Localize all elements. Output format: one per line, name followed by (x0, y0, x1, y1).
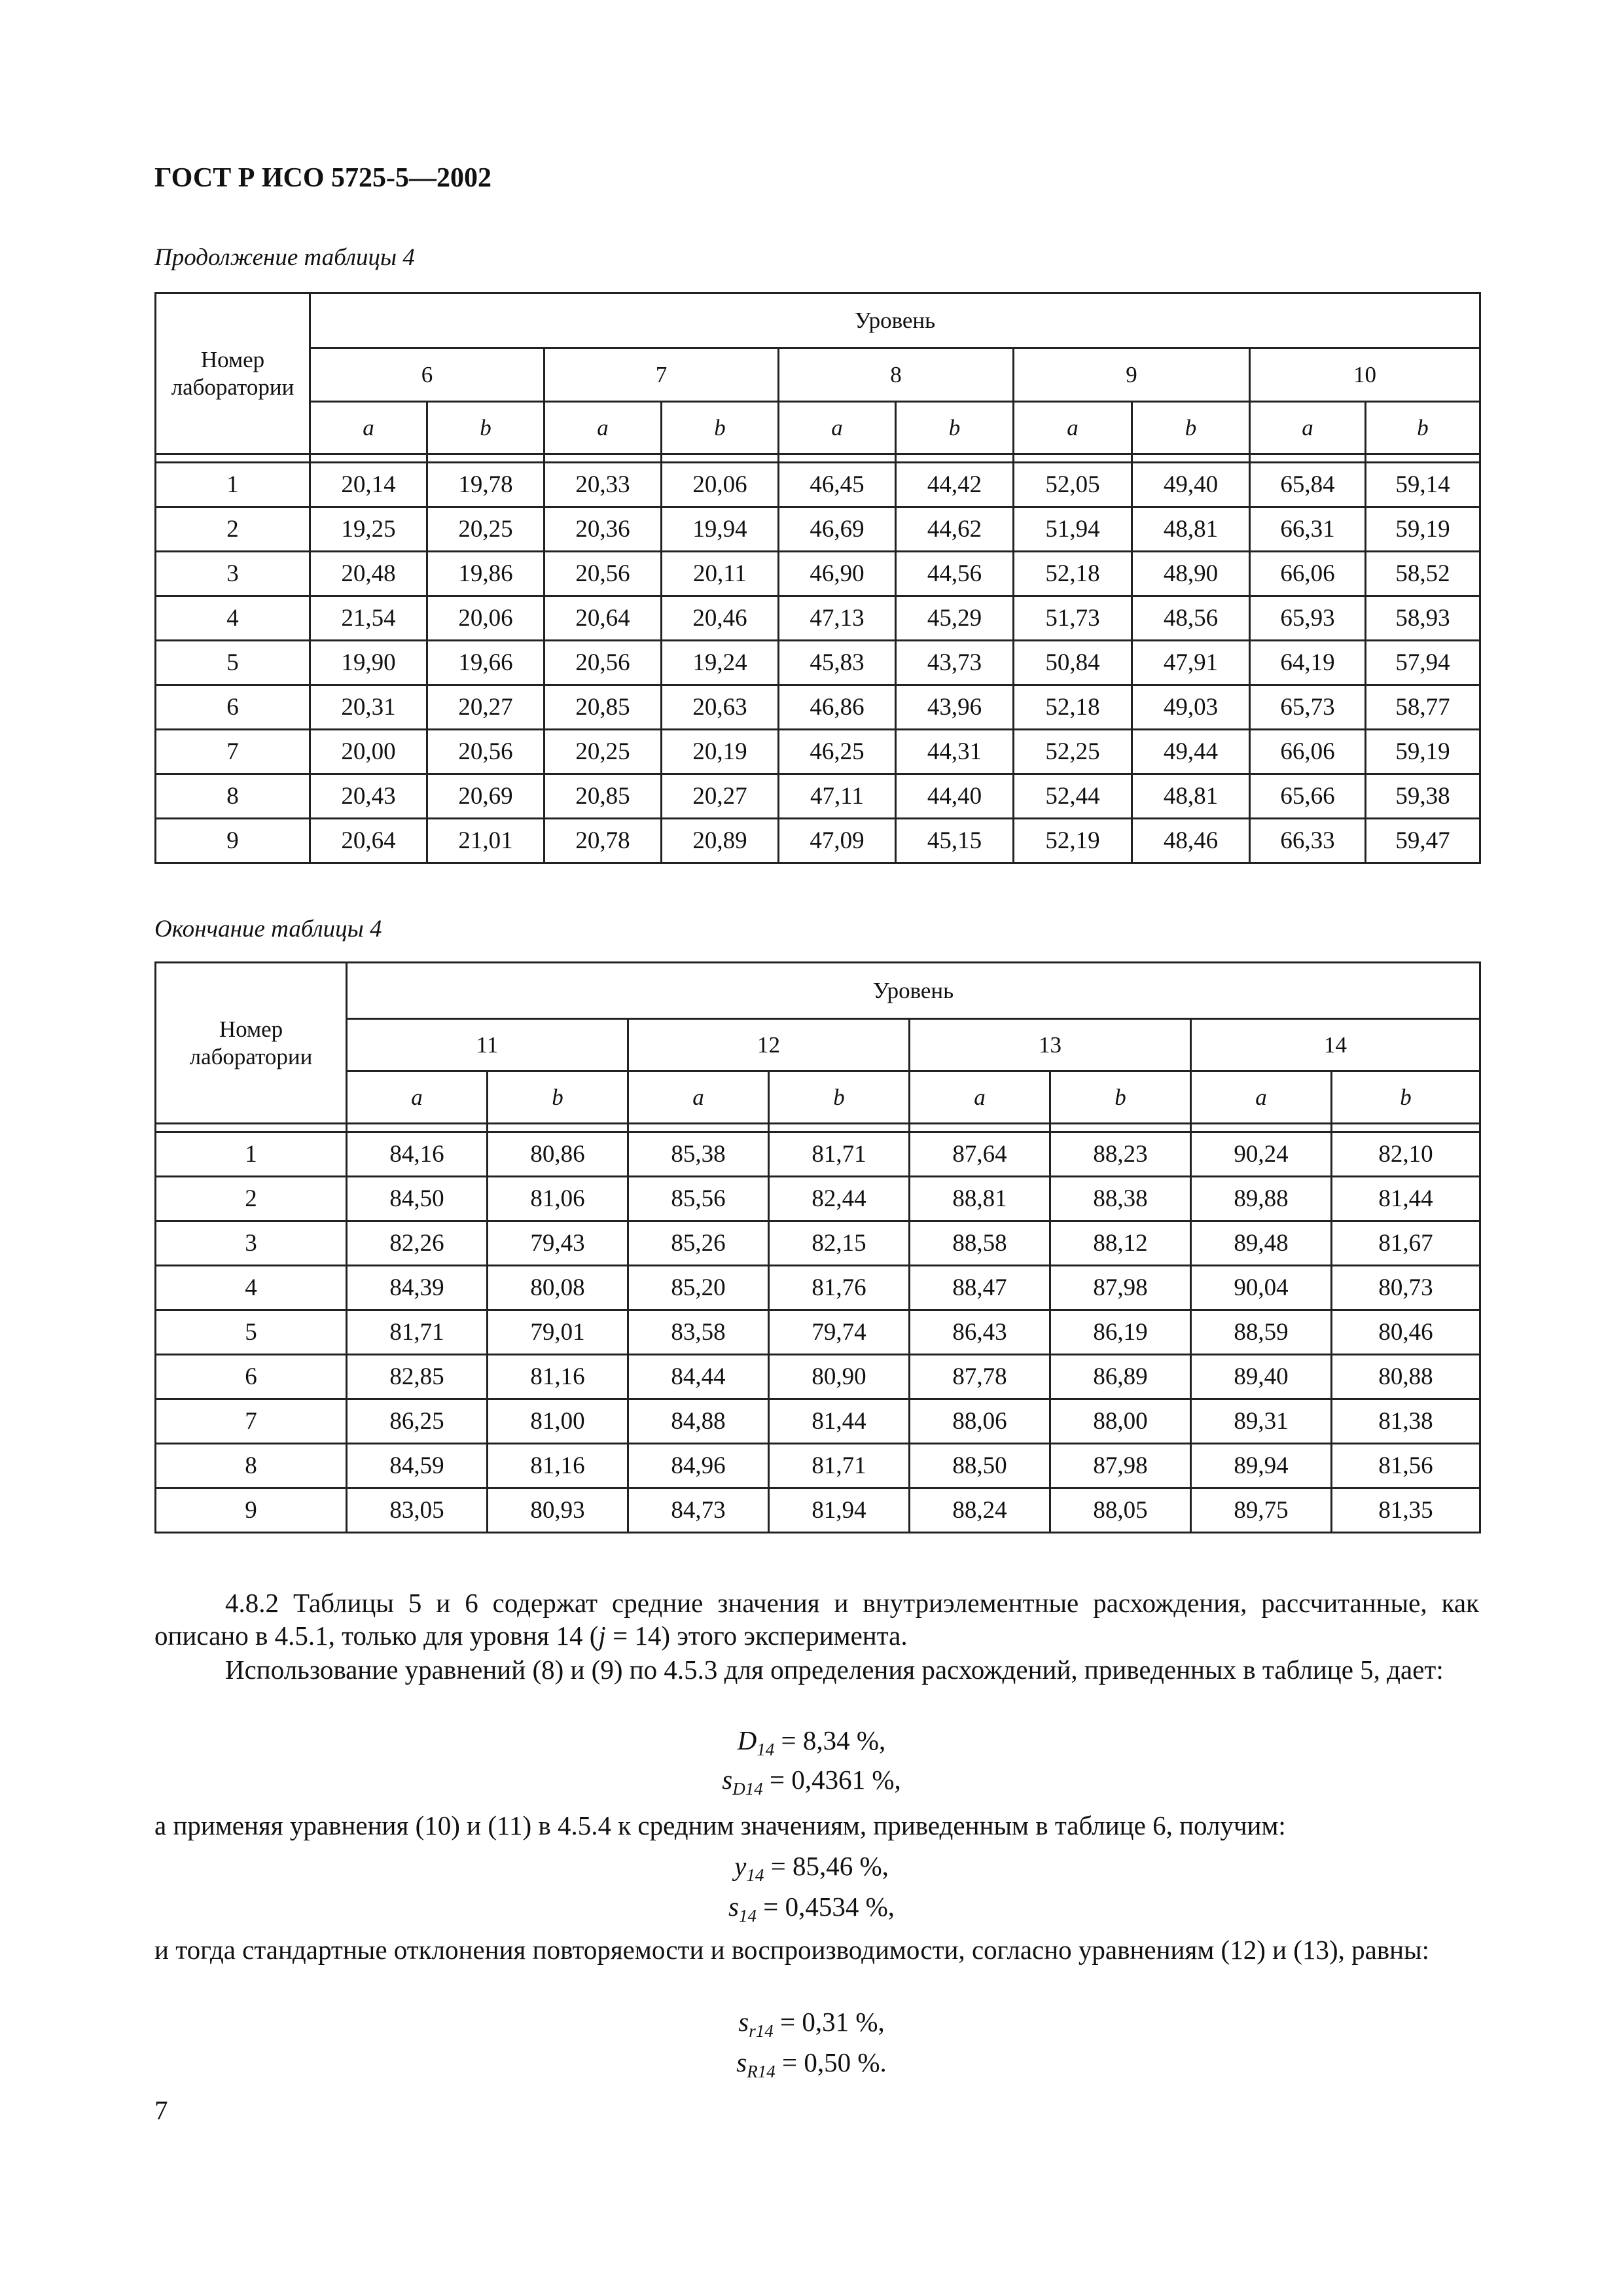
value-cell: 81,71 (769, 1444, 910, 1488)
value-cell: 52,25 (1014, 730, 1132, 774)
value-cell: 50,84 (1014, 641, 1132, 685)
value-cell: 20,56 (427, 730, 544, 774)
value-cell: 88,58 (910, 1221, 1050, 1266)
value-cell: 20,31 (310, 685, 427, 730)
value-cell: 58,93 (1366, 596, 1480, 641)
value-cell: 85,56 (628, 1177, 769, 1221)
formula-subscript: 14 (757, 1740, 775, 1759)
formula-subscript: D14 (732, 1779, 763, 1799)
value-cell: 20,85 (544, 774, 662, 819)
table-row (156, 685, 1480, 730)
value-cell: 81,44 (769, 1399, 910, 1444)
value-cell: 86,89 (1050, 1355, 1191, 1399)
value-cell: 81,71 (769, 1132, 910, 1177)
value-cell: 66,06 (1250, 552, 1366, 596)
value-cell: 66,33 (1250, 819, 1366, 863)
col-a-header: a (628, 1071, 769, 1124)
value-cell: 20,25 (544, 730, 662, 774)
value-cell: 20,48 (310, 552, 427, 596)
value-cell: 59,38 (1366, 774, 1480, 819)
value-cell: 79,74 (769, 1310, 910, 1355)
value-cell: 81,16 (488, 1355, 628, 1399)
table2 (154, 961, 1481, 1534)
value-cell: 80,73 (1332, 1266, 1480, 1310)
p1-text-b: = 14) этого эксперимента. (605, 1621, 908, 1651)
value-cell: 80,88 (1332, 1355, 1480, 1399)
col-b-header: b (896, 402, 1014, 454)
value-cell: 20,64 (310, 819, 427, 863)
value-cell: 81,06 (488, 1177, 628, 1221)
lab-number-cell: 6 (156, 685, 310, 730)
table-row (156, 1444, 1480, 1488)
value-cell: 59,47 (1366, 819, 1480, 863)
formula-value: = 0,31 %, (773, 2007, 885, 2037)
value-cell: 85,20 (628, 1266, 769, 1310)
value-cell: 84,59 (347, 1444, 488, 1488)
value-cell: 87,98 (1050, 1444, 1191, 1488)
value-cell: 20,06 (427, 596, 544, 641)
value-cell: 58,77 (1366, 685, 1480, 730)
value-cell: 84,96 (628, 1444, 769, 1488)
value-cell: 52,44 (1014, 774, 1132, 819)
value-cell: 20,69 (427, 774, 544, 819)
col-b-header: b (1050, 1071, 1191, 1124)
value-cell: 58,52 (1366, 552, 1480, 596)
lab-number-cell: 8 (156, 1444, 347, 1488)
table-row (156, 552, 1480, 596)
lab-number-cell: 7 (156, 730, 310, 774)
table-row (156, 819, 1480, 863)
value-cell: 90,04 (1191, 1266, 1332, 1310)
value-cell: 20,27 (427, 685, 544, 730)
value-cell: 83,05 (347, 1488, 488, 1533)
formula-subscript: r14 (749, 2021, 774, 2041)
formula-sr14 (0, 2005, 1623, 2047)
value-cell: 51,94 (1014, 507, 1132, 552)
lab-number-cell: 4 (156, 596, 310, 641)
lab-number-cell: 5 (156, 1310, 347, 1355)
value-cell: 82,85 (347, 1355, 488, 1399)
value-cell: 89,88 (1191, 1177, 1332, 1221)
level-7-header: 7 (544, 348, 779, 402)
value-cell: 52,18 (1014, 552, 1132, 596)
col-a-header: a (310, 402, 427, 454)
value-cell: 84,88 (628, 1399, 769, 1444)
value-cell: 66,31 (1250, 507, 1366, 552)
value-cell: 20,19 (662, 730, 779, 774)
table-row (156, 1488, 1480, 1533)
value-cell: 85,26 (628, 1221, 769, 1266)
value-cell: 44,42 (896, 463, 1014, 507)
value-cell: 48,56 (1132, 596, 1250, 641)
lab-number-header: Номер лаборатории (156, 293, 310, 454)
value-cell: 20,89 (662, 819, 779, 863)
value-cell: 19,94 (662, 507, 779, 552)
value-cell: 84,50 (347, 1177, 488, 1221)
value-cell: 46,86 (779, 685, 896, 730)
lab-number-cell: 9 (156, 1488, 347, 1533)
table1-body (156, 463, 1480, 863)
table2-caption: Окончание таблицы 4 (154, 916, 382, 942)
value-cell: 88,38 (1050, 1177, 1191, 1221)
value-cell: 65,73 (1250, 685, 1366, 730)
value-cell: 66,06 (1250, 730, 1366, 774)
value-cell: 21,01 (427, 819, 544, 863)
formula-value: = 0,50 %. (775, 2047, 887, 2077)
value-cell: 84,16 (347, 1132, 488, 1177)
value-cell: 81,16 (488, 1444, 628, 1488)
formula-subscript: 14 (746, 1865, 764, 1885)
value-cell: 65,66 (1250, 774, 1366, 819)
col-b-header: b (1132, 402, 1250, 454)
lab-number-cell: 6 (156, 1355, 347, 1399)
value-cell: 80,90 (769, 1355, 910, 1399)
table1 (154, 292, 1481, 864)
formula-symbol: D (737, 1725, 757, 1755)
col-b-header: b (1366, 402, 1480, 454)
value-cell: 59,19 (1366, 507, 1480, 552)
value-cell: 46,90 (779, 552, 896, 596)
formula-value: = 8,34 %, (774, 1725, 886, 1755)
value-cell: 48,81 (1132, 507, 1250, 552)
value-cell: 19,25 (310, 507, 427, 552)
value-cell: 80,46 (1332, 1310, 1480, 1355)
col-a-header: a (347, 1071, 488, 1124)
value-cell: 82,44 (769, 1177, 910, 1221)
value-cell: 57,94 (1366, 641, 1480, 685)
table-row (156, 507, 1480, 552)
value-cell: 20,27 (662, 774, 779, 819)
lab-number-cell: 4 (156, 1266, 347, 1310)
table2-body (156, 1132, 1480, 1533)
value-cell: 20,85 (544, 685, 662, 730)
value-cell: 64,19 (1250, 641, 1366, 685)
formula-value: = 0,4361 %, (762, 1765, 901, 1795)
table-row (156, 1399, 1480, 1444)
value-cell: 20,56 (544, 552, 662, 596)
value-cell: 20,36 (544, 507, 662, 552)
table-row (156, 1221, 1480, 1266)
value-cell: 81,44 (1332, 1177, 1480, 1221)
value-cell: 88,50 (910, 1444, 1050, 1488)
formula-sd14 (0, 1763, 1623, 1805)
p1-variable-j: j (598, 1621, 606, 1651)
value-cell: 88,24 (910, 1488, 1050, 1533)
level-12-header: 12 (628, 1019, 910, 1071)
table-row (156, 774, 1480, 819)
level-14-header: 14 (1191, 1019, 1480, 1071)
value-cell: 20,00 (310, 730, 427, 774)
paragraph-equations-8-9: Использование уравнений (8) и (9) по 4.5.3 для определения расхождений, приведенных в таблице 5, дает: (225, 1655, 1444, 1685)
value-cell: 20,78 (544, 819, 662, 863)
value-cell: 46,25 (779, 730, 896, 774)
value-cell: 45,83 (779, 641, 896, 685)
value-cell: 89,48 (1191, 1221, 1332, 1266)
value-cell: 87,98 (1050, 1266, 1191, 1310)
table-row (156, 1355, 1480, 1399)
formula-d14 (0, 1724, 1623, 1766)
value-cell: 44,62 (896, 507, 1014, 552)
value-cell: 81,35 (1332, 1488, 1480, 1533)
lab-number-cell: 8 (156, 774, 310, 819)
value-cell: 43,96 (896, 685, 1014, 730)
value-cell: 48,46 (1132, 819, 1250, 863)
value-cell: 84,73 (628, 1488, 769, 1533)
value-cell: 89,40 (1191, 1355, 1332, 1399)
lab-number-cell: 7 (156, 1399, 347, 1444)
value-cell: 47,91 (1132, 641, 1250, 685)
value-cell: 89,75 (1191, 1488, 1332, 1533)
value-cell: 51,73 (1014, 596, 1132, 641)
value-cell: 20,46 (662, 596, 779, 641)
value-cell: 82,15 (769, 1221, 910, 1266)
value-cell: 19,24 (662, 641, 779, 685)
table1-caption: Продолжение таблицы 4 (154, 244, 415, 271)
value-cell: 52,05 (1014, 463, 1132, 507)
level-header: Уровень (310, 293, 1480, 348)
value-cell: 80,86 (488, 1132, 628, 1177)
value-cell: 88,59 (1191, 1310, 1332, 1355)
page-number: 7 (154, 2095, 168, 2125)
formula-subscript: 14 (738, 1906, 757, 1926)
value-cell: 88,47 (910, 1266, 1050, 1310)
table-row (156, 641, 1480, 685)
value-cell: 44,40 (896, 774, 1014, 819)
value-cell: 45,29 (896, 596, 1014, 641)
col-b-header: b (662, 402, 779, 454)
value-cell: 47,13 (779, 596, 896, 641)
lab-number-cell: 5 (156, 641, 310, 685)
value-cell: 20,56 (544, 641, 662, 685)
value-cell: 52,18 (1014, 685, 1132, 730)
value-cell: 86,19 (1050, 1310, 1191, 1355)
lab-number-cell: 3 (156, 552, 310, 596)
col-a-header: a (1250, 402, 1366, 454)
table-row (156, 1266, 1480, 1310)
value-cell: 82,10 (1332, 1132, 1480, 1177)
col-a-header: a (779, 402, 896, 454)
col-b-header: b (1332, 1071, 1480, 1124)
table-row (156, 596, 1480, 641)
value-cell: 20,25 (427, 507, 544, 552)
value-cell: 46,69 (779, 507, 896, 552)
level-header: Уровень (347, 963, 1480, 1019)
value-cell: 87,64 (910, 1132, 1050, 1177)
value-cell: 88,00 (1050, 1399, 1191, 1444)
col-b-header: b (427, 402, 544, 454)
value-cell: 81,71 (347, 1310, 488, 1355)
formula-value: = 85,46 %, (764, 1851, 889, 1881)
value-cell: 20,14 (310, 463, 427, 507)
value-cell: 43,73 (896, 641, 1014, 685)
table-row (156, 1177, 1480, 1221)
value-cell: 49,40 (1132, 463, 1250, 507)
lab-number-cell: 2 (156, 1177, 347, 1221)
document-title: ГОСТ Р ИСО 5725-5—2002 (154, 163, 492, 193)
value-cell: 48,81 (1132, 774, 1250, 819)
value-cell: 86,43 (910, 1310, 1050, 1355)
lab-number-cell: 9 (156, 819, 310, 863)
value-cell: 88,81 (910, 1177, 1050, 1221)
value-cell: 79,43 (488, 1221, 628, 1266)
value-cell: 44,56 (896, 552, 1014, 596)
value-cell: 49,44 (1132, 730, 1250, 774)
value-cell: 20,64 (544, 596, 662, 641)
lab-number-cell: 3 (156, 1221, 347, 1266)
value-cell: 79,01 (488, 1310, 628, 1355)
formula-value: = 0,4534 %, (756, 1892, 895, 1922)
value-cell: 81,67 (1332, 1221, 1480, 1266)
col-b-header: b (488, 1071, 628, 1124)
value-cell: 84,39 (347, 1266, 488, 1310)
value-cell: 89,94 (1191, 1444, 1332, 1488)
value-cell: 81,38 (1332, 1399, 1480, 1444)
value-cell: 82,26 (347, 1221, 488, 1266)
value-cell: 88,05 (1050, 1488, 1191, 1533)
value-cell: 81,00 (488, 1399, 628, 1444)
value-cell: 84,44 (628, 1355, 769, 1399)
paragraph-4-8-2 (154, 1587, 1479, 1652)
value-cell: 86,25 (347, 1399, 488, 1444)
value-cell: 65,93 (1250, 596, 1366, 641)
level-11-header: 11 (347, 1019, 628, 1071)
value-cell: 44,31 (896, 730, 1014, 774)
value-cell: 83,58 (628, 1310, 769, 1355)
formula-s14 (0, 1890, 1623, 1932)
value-cell: 87,78 (910, 1355, 1050, 1399)
table-row (156, 463, 1480, 507)
formula-sR14 (0, 2046, 1623, 2088)
value-cell: 80,93 (488, 1488, 628, 1533)
value-cell: 65,84 (1250, 463, 1366, 507)
formula-symbol: s (722, 1765, 733, 1795)
level-10-header: 10 (1250, 348, 1480, 402)
table-row (156, 730, 1480, 774)
paragraph-equations-10-11: а применяя уравнения (10) и (11) в 4.5.4 к средним значениям, приведенным в таблице 6, получим: (154, 1810, 1286, 1840)
value-cell: 47,09 (779, 819, 896, 863)
value-cell: 85,38 (628, 1132, 769, 1177)
value-cell: 19,66 (427, 641, 544, 685)
value-cell: 90,24 (1191, 1132, 1332, 1177)
value-cell: 21,54 (310, 596, 427, 641)
value-cell: 89,31 (1191, 1399, 1332, 1444)
level-6-header: 6 (310, 348, 544, 402)
col-a-header: a (1014, 402, 1132, 454)
table-row (156, 1132, 1480, 1177)
value-cell: 20,11 (662, 552, 779, 596)
formula-symbol: s (728, 1892, 739, 1922)
value-cell: 88,23 (1050, 1132, 1191, 1177)
value-cell: 81,94 (769, 1488, 910, 1533)
value-cell: 47,11 (779, 774, 896, 819)
lab-number-header: Номер лаборатории (156, 963, 347, 1124)
value-cell: 59,19 (1366, 730, 1480, 774)
col-a-header: a (910, 1071, 1050, 1124)
p1-text-a: 4.8.2 Таблицы 5 и 6 содержат средние значения и внутриэлементные расхождения, рассчитанные, как описано в 4.5.1, только для уровня 14 ( (154, 1588, 1479, 1651)
value-cell: 20,06 (662, 463, 779, 507)
formula-symbol: s (738, 2007, 749, 2037)
level-9-header: 9 (1014, 348, 1250, 402)
lab-number-cell: 1 (156, 1132, 347, 1177)
value-cell: 81,76 (769, 1266, 910, 1310)
level-8-header: 8 (779, 348, 1014, 402)
value-cell: 20,33 (544, 463, 662, 507)
value-cell: 19,86 (427, 552, 544, 596)
value-cell: 19,90 (310, 641, 427, 685)
value-cell: 52,19 (1014, 819, 1132, 863)
value-cell: 20,63 (662, 685, 779, 730)
formula-subscript: R14 (747, 2062, 776, 2081)
value-cell: 48,90 (1132, 552, 1250, 596)
formula-symbol: y (734, 1851, 747, 1881)
formula-y14 (0, 1850, 1623, 1892)
formula-symbol: s (736, 2047, 747, 2077)
value-cell: 49,03 (1132, 685, 1250, 730)
value-cell: 88,12 (1050, 1221, 1191, 1266)
value-cell: 81,56 (1332, 1444, 1480, 1488)
lab-number-cell: 2 (156, 507, 310, 552)
value-cell: 59,14 (1366, 463, 1480, 507)
level-13-header: 13 (910, 1019, 1191, 1071)
paragraph-equations-12-13: и тогда стандартные отклонения повторяемости и воспроизводимости, согласно уравнениям (12) и (13), равны: (154, 1935, 1430, 1965)
col-a-header: a (544, 402, 662, 454)
col-a-header: a (1191, 1071, 1332, 1124)
value-cell: 46,45 (779, 463, 896, 507)
value-cell: 19,78 (427, 463, 544, 507)
table-row (156, 1310, 1480, 1355)
value-cell: 20,43 (310, 774, 427, 819)
value-cell: 88,06 (910, 1399, 1050, 1444)
value-cell: 80,08 (488, 1266, 628, 1310)
col-b-header: b (769, 1071, 910, 1124)
value-cell: 45,15 (896, 819, 1014, 863)
lab-number-cell: 1 (156, 463, 310, 507)
